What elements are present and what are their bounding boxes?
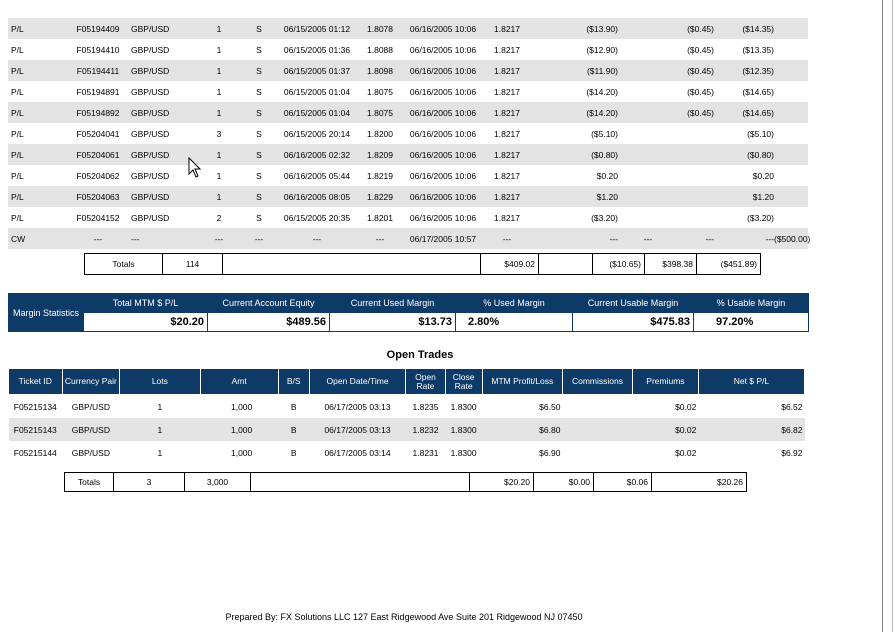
closed-trade-deposit — [774, 18, 808, 39]
closed-trade-net: $1.20 — [714, 186, 774, 207]
totals-label: Totals — [85, 254, 163, 275]
closed-trade-close-date: 06/16/2005 10:06 — [409, 44, 477, 55]
closed-trade-lots: 1 — [192, 186, 246, 207]
margin-header: % Used Margin — [456, 294, 573, 313]
closed-trade-commission — [618, 81, 678, 102]
closed-trade-row — [8, 123, 808, 144]
open-trades-table — [8, 368, 805, 464]
open-totals-premium: $0.06 — [594, 473, 652, 492]
closed-trade-premium — [678, 186, 714, 207]
open-trade-pair: GBP/USD — [71, 447, 110, 458]
closed-trade-bs: S — [256, 44, 262, 55]
closed-trade-bs: S — [256, 128, 262, 139]
closed-trade-type: P/L — [8, 144, 68, 165]
open-trades-header: Close Rate — [445, 369, 482, 395]
open-trade-mtm: $6.50 — [539, 401, 561, 412]
closed-trade-pair: GBP/USD — [131, 86, 170, 97]
open-trade-net: $6.82 — [698, 418, 804, 441]
closed-trade-bs: S — [246, 102, 272, 123]
closed-trade-type: P/L — [11, 44, 24, 55]
closed-trade-row — [8, 186, 808, 207]
closed-trade-net: ($12.35) — [714, 60, 774, 81]
margin-statistics-table — [8, 293, 809, 332]
closed-trade-ticket: F05194892 — [68, 102, 128, 123]
closed-trade-ticket: F05194410 — [76, 44, 120, 55]
closed-trade-close-date: 06/16/2005 10:06 — [409, 170, 477, 181]
closed-trade-open-rate: 1.8209 — [362, 144, 398, 165]
closed-trade-open-rate: 1.8219 — [367, 170, 393, 181]
closed-trade-open-date: 06/16/2005 05:44 — [283, 170, 351, 181]
closed-trade-bs: S — [256, 212, 262, 223]
closed-trade-ticket: F05194411 — [68, 60, 128, 81]
open-trade-amt: 1,000 — [230, 447, 253, 458]
closed-trade-pl: ($14.20) — [586, 86, 618, 97]
open-trade-net: $6.52 — [781, 401, 803, 412]
totals-lots: 114 — [163, 254, 223, 275]
open-trade-open-date: 06/17/2005 03:13 — [309, 418, 406, 441]
closed-trade-net: ($3.20) — [747, 212, 774, 223]
closed-trade-ticket: F05204152 — [76, 212, 120, 223]
open-totals-amt: 3,000 — [185, 473, 251, 492]
closed-trade-net: ($14.35) — [714, 18, 774, 39]
closed-trade-close-date: 06/16/2005 10:06 — [409, 128, 477, 139]
closed-trade-pl: --- — [526, 228, 618, 249]
margin-header: Current Account Equity — [208, 294, 330, 313]
closed-trade-bs: S — [246, 18, 272, 39]
open-trades-header: Net $ P/L — [698, 369, 804, 395]
closed-trades-totals — [84, 253, 761, 275]
open-trades-title: Open Trades — [386, 349, 454, 361]
open-trade-amt: 1,000 — [230, 401, 253, 412]
closed-trade-bs: S — [246, 144, 272, 165]
margin-statistics-label: Margin Statistics — [9, 294, 84, 332]
closed-trade-type: CW — [8, 228, 68, 249]
closed-trade-close-date: 06/17/2005 10:57 — [398, 228, 488, 249]
open-trade-row — [9, 395, 805, 419]
margin-header: % Usable Margin — [694, 294, 809, 313]
closed-trade-open-rate: 1.8088 — [367, 44, 393, 55]
open-totals-mtm: $20.20 — [470, 473, 534, 492]
window-border — [882, 0, 883, 632]
closed-trade-close-rate: 1.8217 — [494, 86, 520, 97]
margin-header: Total MTM $ P/L — [84, 294, 208, 313]
closed-trade-bs: --- — [246, 228, 272, 249]
closed-trade-close-rate: 1.8217 — [488, 102, 526, 123]
closed-trade-deposit: ($500.00) — [774, 228, 808, 249]
closed-trade-bs: S — [256, 86, 262, 97]
closed-trade-premium: ($0.45) — [687, 44, 714, 55]
closed-trade-open-date: 06/15/2005 20:35 — [283, 212, 351, 223]
totals-deposit: ($451.89) — [697, 254, 761, 275]
closed-trade-lots: 1 — [192, 102, 246, 123]
closed-trade-ticket: F05204061 — [68, 144, 128, 165]
totals-pl: $409.02 — [481, 254, 539, 275]
open-trade-row — [9, 441, 805, 464]
open-trade-commission — [562, 418, 632, 441]
open-trades-totals — [64, 472, 747, 492]
closed-trade-lots: 1 — [216, 44, 222, 55]
open-trade-bs: B — [278, 418, 309, 441]
totals-spacer — [223, 254, 481, 275]
closed-trade-open-rate: 1.8078 — [362, 18, 398, 39]
closed-trade-open-date: 06/15/2005 01:04 — [283, 86, 351, 97]
closed-trade-open-rate: 1.8201 — [367, 212, 393, 223]
closed-trade-net: ($14.65) — [742, 86, 774, 97]
closed-trade-open-rate: --- — [362, 228, 398, 249]
closed-trade-open-rate: 1.8075 — [362, 102, 398, 123]
open-totals-lots: 3 — [114, 473, 185, 492]
open-totals-spacer — [251, 473, 470, 492]
open-trades-header: Currency Pair — [62, 369, 120, 395]
closed-trade-row — [8, 144, 808, 165]
closed-trade-pair: GBP/USD — [131, 170, 170, 181]
closed-trade-close-rate: 1.8217 — [494, 128, 520, 139]
closed-trade-pair: GBP/USD — [128, 102, 192, 123]
closed-trade-type: P/L — [8, 186, 68, 207]
closed-trade-close-date: 06/16/2005 10:06 — [409, 212, 477, 223]
closed-trade-pl: ($13.90) — [526, 18, 618, 39]
margin-header: Current Used Margin — [330, 294, 456, 313]
closed-trade-premium — [678, 144, 714, 165]
closed-trade-close-rate: 1.8217 — [488, 186, 526, 207]
open-trades-header: Commissions — [562, 369, 632, 395]
closed-trade-close-rate: 1.8217 — [494, 44, 520, 55]
open-trades-header: Open Date/Time — [309, 369, 406, 395]
open-trades-header: Lots — [120, 369, 200, 395]
closed-trade-net: ($13.35) — [742, 44, 774, 55]
closed-trade-net: ($5.10) — [747, 128, 774, 139]
closed-trade-premium: ($0.45) — [678, 18, 714, 39]
open-trade-lots: 1 — [120, 418, 200, 441]
open-trades-header: MTM Profit/Loss — [482, 369, 562, 395]
open-trade-mtm: $6.90 — [539, 447, 561, 458]
closed-trade-pair: GBP/USD — [128, 60, 192, 81]
closed-trade-pl: ($3.20) — [591, 212, 618, 223]
closed-trade-ticket: F05194409 — [68, 18, 128, 39]
open-trade-commission — [562, 395, 632, 419]
closed-trade-type: P/L — [8, 102, 68, 123]
closed-trade-pair: GBP/USD — [131, 212, 170, 223]
closed-trade-type: P/L — [11, 86, 24, 97]
closed-trade-pl: ($12.90) — [586, 44, 618, 55]
closed-trade-pl: $1.20 — [526, 186, 618, 207]
closed-trade-bs: S — [246, 60, 272, 81]
closed-trade-pair: GBP/USD — [131, 128, 170, 139]
mouse-pointer-icon — [188, 157, 202, 179]
window-border-outer — [892, 0, 893, 632]
footer-prepared-by: Prepared By: FX Solutions LLC 127 East Ridgewood Ave Suite 201 Ridgewood NJ 07450 — [225, 612, 583, 622]
closed-trade-close-rate: --- — [488, 228, 526, 249]
closed-trade-ticket: F05204063 — [68, 186, 128, 207]
open-trade-amt: 1,000 — [200, 418, 278, 441]
closed-trade-close-date: 06/16/2005 10:06 — [398, 186, 488, 207]
closed-trade-commission: --- — [618, 228, 678, 249]
closed-trade-pl: ($0.80) — [526, 144, 618, 165]
open-trade-ticket: F05215134 — [13, 401, 57, 412]
closed-trade-open-rate: 1.8098 — [362, 60, 398, 81]
open-trade-close-rate: 1.8300 — [445, 418, 482, 441]
open-trade-bs: B — [290, 401, 297, 412]
closed-trade-lots: 1 — [192, 144, 246, 165]
margin-value-total-mtm: $20.20 — [84, 313, 208, 332]
closed-trade-open-date: 06/15/2005 01:12 — [272, 18, 362, 39]
closed-trade-premium — [678, 207, 714, 228]
open-trade-bs: B — [290, 447, 297, 458]
closed-trade-deposit — [774, 39, 808, 60]
open-trades-header: Open Rate — [406, 369, 445, 395]
closed-trade-ticket: F05194891 — [76, 86, 120, 97]
open-trades-header: Premiums — [632, 369, 698, 395]
closed-trade-open-rate: 1.8229 — [362, 186, 398, 207]
closed-trade-type: P/L — [11, 212, 24, 223]
closed-trade-deposit — [774, 102, 808, 123]
open-trade-premium: $0.02 — [632, 418, 698, 441]
open-totals-commission: $0.00 — [534, 473, 594, 492]
closed-trade-deposit — [774, 207, 808, 228]
closed-trade-row — [8, 207, 808, 228]
closed-trade-open-date: 06/16/2005 08:05 — [272, 186, 362, 207]
closed-trade-net: ($0.80) — [714, 144, 774, 165]
closed-trade-lots: 3 — [216, 128, 222, 139]
closed-trade-pl: $0.20 — [596, 170, 618, 181]
open-trade-open-rate: 1.8232 — [406, 418, 445, 441]
totals-commission — [539, 254, 593, 275]
open-trades-header: Ticket ID — [9, 369, 63, 395]
open-trade-close-rate: 1.8300 — [450, 401, 477, 412]
margin-value-account-equity: $489.56 — [208, 313, 330, 332]
closed-trade-close-rate: 1.8217 — [488, 18, 526, 39]
open-trade-pair: GBP/USD — [71, 401, 110, 412]
closed-trade-commission — [618, 144, 678, 165]
closed-trade-deposit — [774, 165, 808, 186]
closed-trade-premium: ($0.45) — [687, 86, 714, 97]
closed-trade-close-date: 06/16/2005 10:06 — [398, 102, 488, 123]
open-trade-close-rate: 1.8300 — [450, 447, 477, 458]
closed-trade-type: P/L — [8, 60, 68, 81]
open-trades-header: B/S — [278, 369, 309, 395]
closed-trade-premium: --- — [678, 228, 714, 249]
closed-trade-open-date: 06/15/2005 20:14 — [283, 128, 351, 139]
open-trade-ticket: F05215143 — [9, 418, 63, 441]
closed-trade-pair: GBP/USD — [128, 18, 192, 39]
closed-trade-pair: GBP/USD — [131, 44, 170, 55]
closed-trade-deposit — [774, 81, 808, 102]
closed-trade-deposit — [774, 60, 808, 81]
closed-trade-lots: 1 — [192, 60, 246, 81]
margin-value-used-margin: $13.73 — [330, 313, 456, 332]
closed-trade-open-date: --- — [272, 228, 362, 249]
closed-trade-row — [8, 81, 808, 102]
closed-trade-bs: S — [246, 186, 272, 207]
closed-trade-ticket: --- — [68, 228, 128, 249]
closed-trade-close-date: 06/16/2005 10:06 — [398, 60, 488, 81]
closed-trade-row — [8, 18, 808, 39]
closed-trade-commission — [618, 39, 678, 60]
closed-trade-open-date: 06/15/2005 01:36 — [283, 44, 351, 55]
closed-trades-table — [8, 18, 811, 249]
open-trade-open-rate: 1.8235 — [412, 401, 439, 412]
totals-premium: ($10.65) — [593, 254, 645, 275]
open-trade-mtm: $6.80 — [482, 418, 562, 441]
closed-trade-lots: 2 — [216, 212, 222, 223]
open-trade-row — [9, 418, 805, 441]
closed-trade-net: ($14.65) — [714, 102, 774, 123]
open-trade-open-date: 06/17/2005 03:13 — [324, 401, 391, 412]
closed-trade-pair: GBP/USD — [128, 144, 192, 165]
open-trade-lots: 1 — [157, 401, 163, 412]
margin-value-pct-used: 2.80% — [456, 313, 573, 332]
closed-trade-lots: 1 — [216, 86, 222, 97]
closed-trade-row — [8, 60, 808, 81]
closed-trade-premium — [678, 123, 714, 144]
closed-trade-commission — [618, 123, 678, 144]
open-totals-label: Totals — [65, 473, 114, 492]
closed-trade-commission — [618, 102, 678, 123]
closed-trade-ticket: F05204062 — [76, 170, 120, 181]
open-totals-net: $20.26 — [652, 473, 747, 492]
closed-trade-net: --- — [714, 228, 774, 249]
closed-trade-pl: ($11.90) — [526, 60, 618, 81]
open-trade-net: $6.92 — [781, 447, 803, 458]
open-trades-header: Amt — [200, 369, 278, 395]
closed-trade-premium — [678, 165, 714, 186]
closed-trade-lots: --- — [192, 228, 246, 249]
closed-trade-type: P/L — [8, 18, 68, 39]
margin-header: Current Usable Margin — [573, 294, 694, 313]
closed-trade-type: P/L — [11, 170, 24, 181]
closed-trade-commission — [618, 207, 678, 228]
closed-trade-commission — [618, 18, 678, 39]
closed-trade-close-rate: 1.8217 — [488, 60, 526, 81]
closed-trade-close-rate: 1.8217 — [488, 144, 526, 165]
closed-trade-open-date: 06/15/2005 01:04 — [272, 102, 362, 123]
closed-trade-pl: ($5.10) — [591, 128, 618, 139]
closed-trade-net: $0.20 — [752, 170, 774, 181]
closed-trade-type: P/L — [11, 128, 24, 139]
open-trade-open-date: 06/17/2005 03:14 — [324, 447, 391, 458]
closed-trade-row — [8, 102, 808, 123]
closed-trade-lots: 1 — [192, 18, 246, 39]
closed-trade-open-rate: 1.8200 — [367, 128, 393, 139]
closed-trade-bs: S — [256, 170, 262, 181]
closed-trade-row — [8, 165, 808, 186]
closed-trade-deposit — [774, 144, 808, 165]
closed-trade-pair: GBP/USD — [128, 186, 192, 207]
closed-trade-row — [8, 228, 808, 249]
closed-trade-close-date: 06/16/2005 10:06 — [398, 18, 488, 39]
open-trade-commission — [562, 441, 632, 464]
open-trade-open-rate: 1.8231 — [412, 447, 439, 458]
closed-trade-premium: ($0.45) — [678, 60, 714, 81]
closed-trade-lots: 1 — [216, 170, 222, 181]
closed-trade-pl: ($14.20) — [526, 102, 618, 123]
open-trade-lots: 1 — [157, 447, 163, 458]
closed-trade-row — [8, 39, 808, 60]
open-trade-ticket: F05215144 — [13, 447, 57, 458]
closed-trade-open-date: 06/15/2005 01:37 — [272, 60, 362, 81]
margin-value-pct-usable: 97.20% — [694, 313, 809, 332]
closed-trade-commission — [618, 165, 678, 186]
closed-trade-ticket: F05204041 — [76, 128, 120, 139]
closed-trade-close-date: 06/16/2005 10:06 — [398, 144, 488, 165]
closed-trade-commission — [618, 60, 678, 81]
closed-trade-close-rate: 1.8217 — [494, 170, 520, 181]
closed-trade-pair: --- — [128, 228, 192, 249]
open-trade-premium: $0.02 — [675, 447, 697, 458]
closed-trade-close-rate: 1.8217 — [494, 212, 520, 223]
closed-trade-deposit — [774, 186, 808, 207]
closed-trade-open-rate: 1.8075 — [367, 86, 393, 97]
closed-trade-open-date: 06/16/2005 02:32 — [272, 144, 362, 165]
open-trade-pair: GBP/USD — [62, 418, 120, 441]
closed-trade-commission — [618, 186, 678, 207]
closed-trade-close-date: 06/16/2005 10:06 — [409, 86, 477, 97]
closed-trade-premium: ($0.45) — [678, 102, 714, 123]
totals-net: $398.38 — [645, 254, 697, 275]
open-trade-premium: $0.02 — [675, 401, 697, 412]
margin-value-usable-margin: $475.83 — [573, 313, 694, 332]
closed-trade-deposit — [774, 123, 808, 144]
